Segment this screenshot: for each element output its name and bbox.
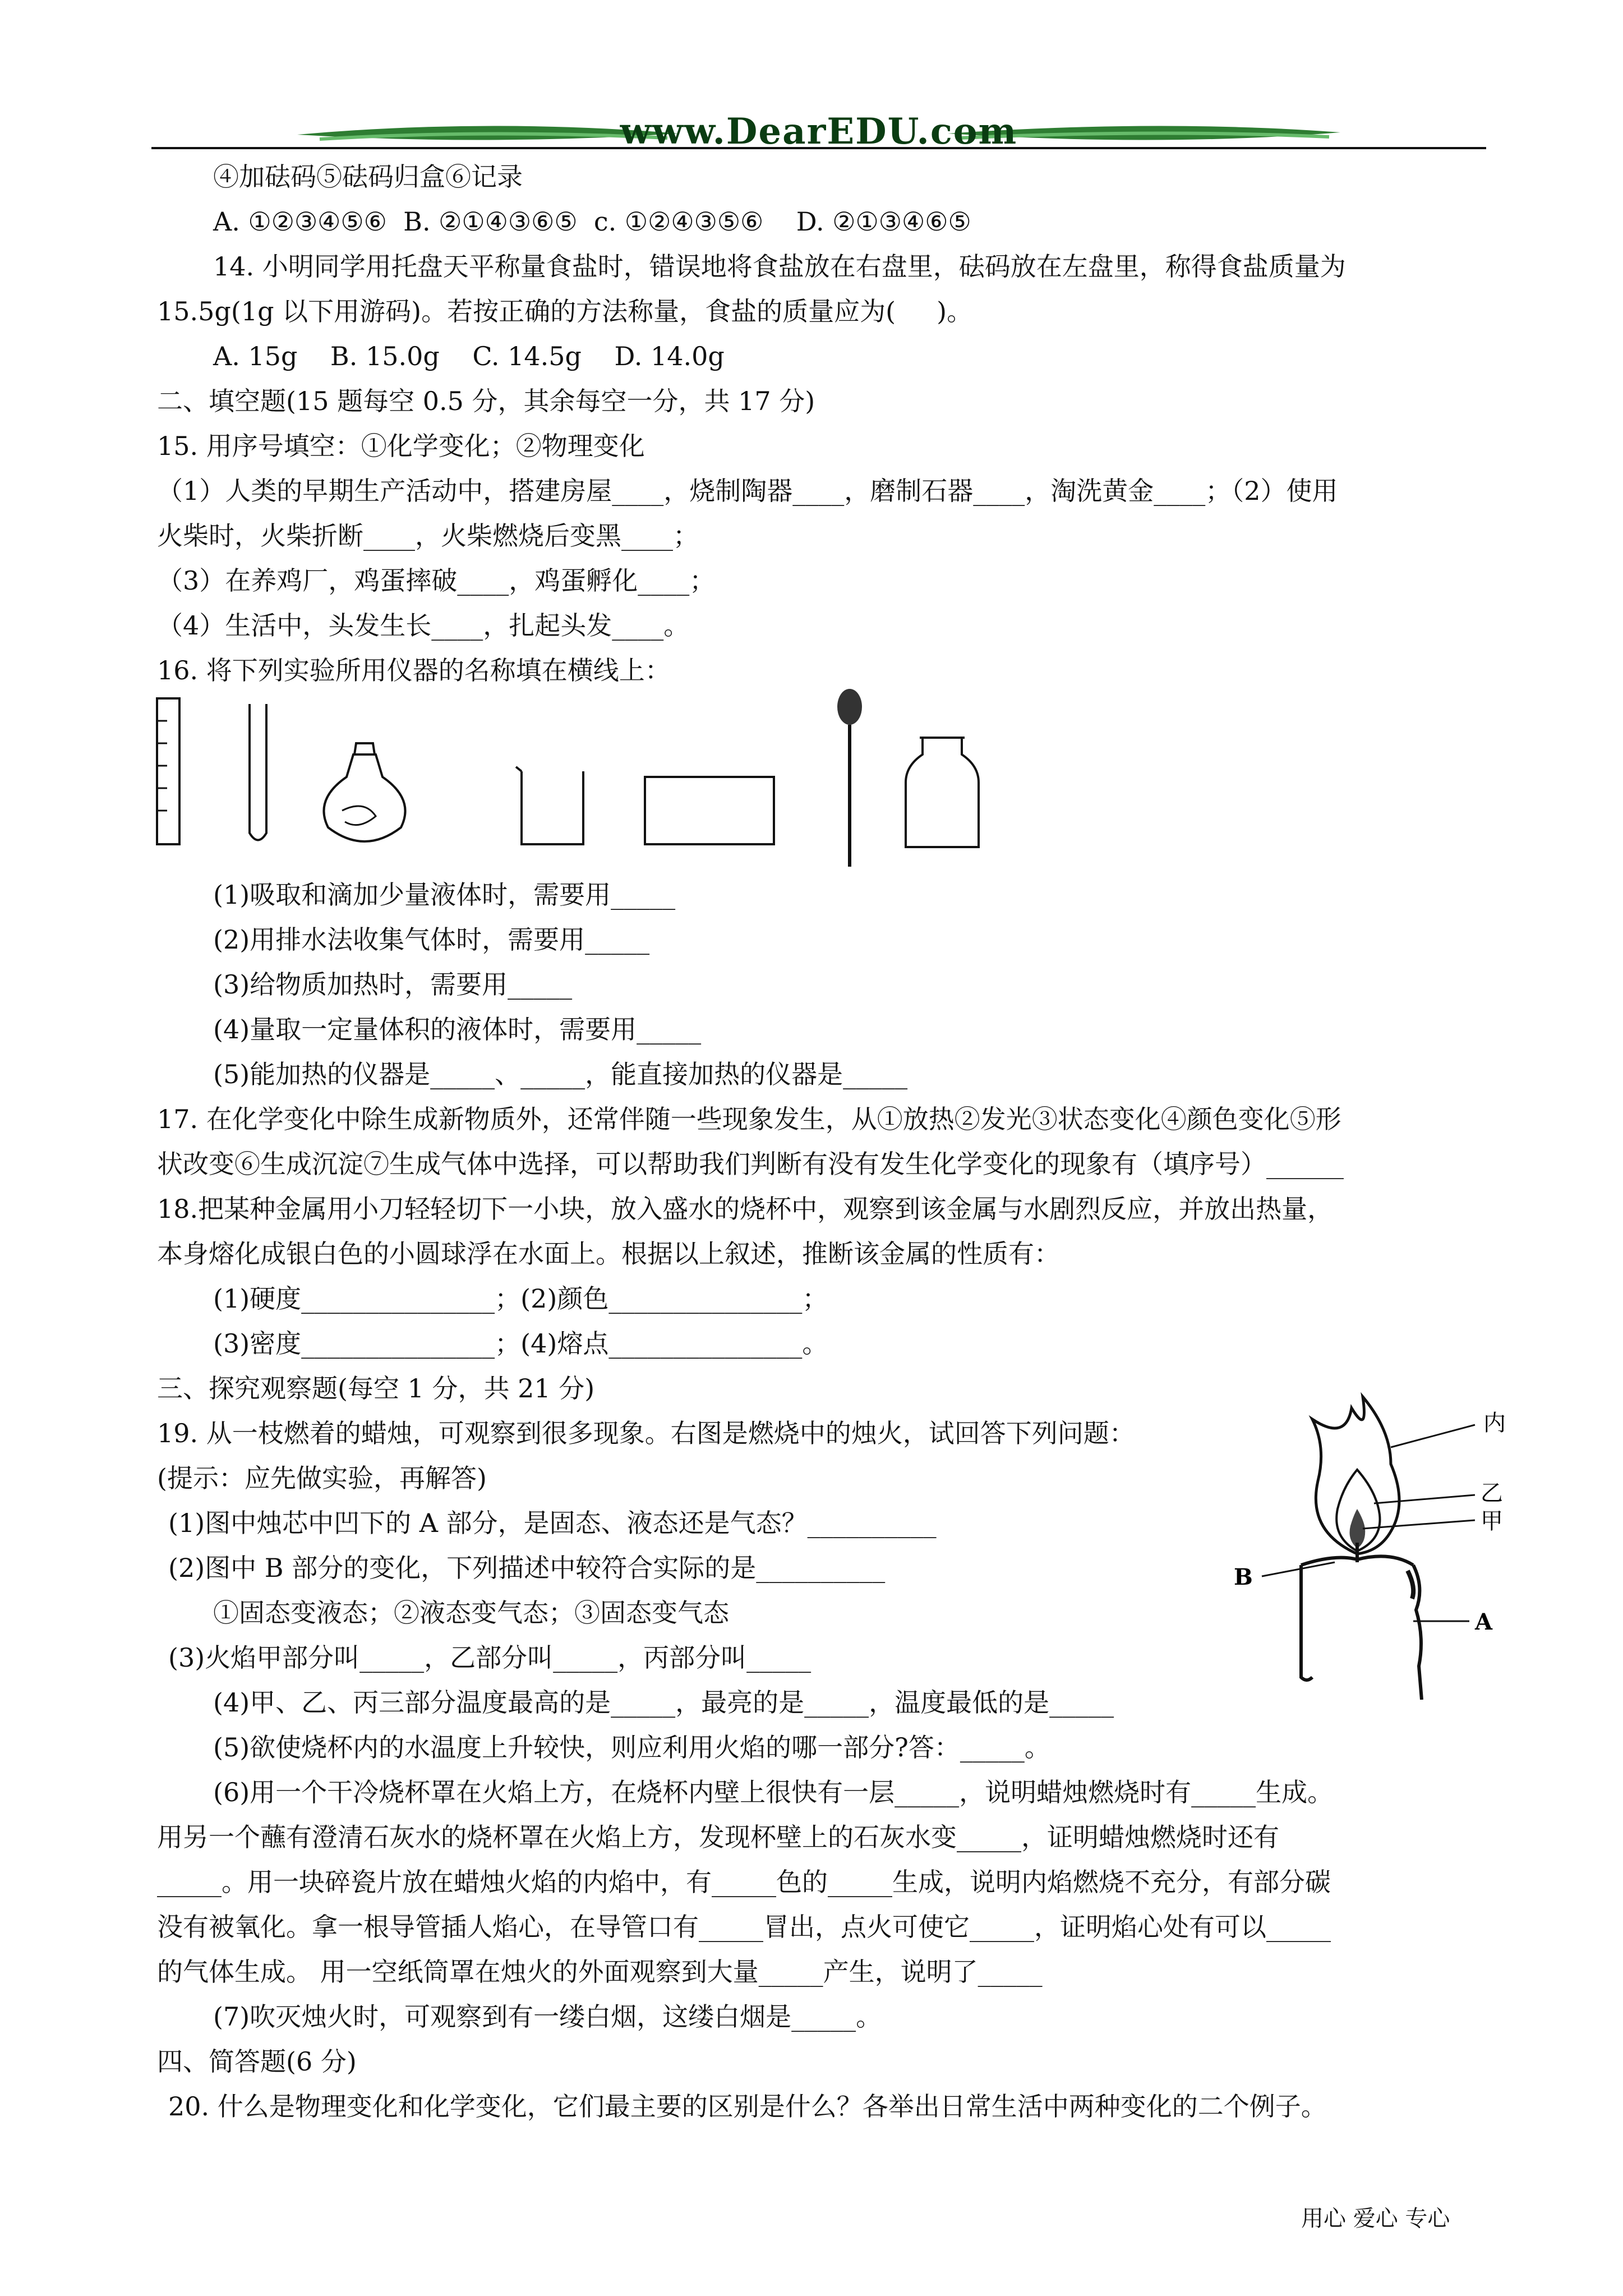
question-18: 18.把某种金属用小刀轻轻切下一小块，放入盛水的烧杯中，观察到该金属与水剧烈反应，并放出热量，: [157, 1194, 1334, 1224]
text-line: 火柴时，火柴折断____，火柴燃烧后变黑____；: [157, 521, 699, 551]
graduated-cylinder-icon: [157, 698, 179, 844]
candle-icon: [1262, 1397, 1475, 1700]
text-line: （4）生活中，头发生长____，扎起头发____。: [157, 610, 690, 641]
label-a: A: [1475, 1609, 1493, 1635]
page-footer: 用心 爱心 专心: [1301, 2206, 1450, 2231]
header-banner: [151, 107, 1486, 163]
text-line: A. 15g B. 15.0g C. 14.5g D. 14.0g: [213, 341, 725, 371]
text-line: ①固态变液态；②液态变气态；③固态变气态: [213, 1598, 729, 1628]
label-yi: 乙: [1481, 1480, 1503, 1506]
text-line: ④加砝码⑤砝码归盒⑥记录: [213, 162, 523, 192]
question-14: 14. 小明同学用托盘天平称量食盐时，错误地将食盐放在右盘里，砝码放在左盘里，称得食盐质量为: [213, 251, 1346, 282]
question-20: 20. 什么是物理变化和化学变化，它们最主要的区别是什么？各举出日常生活中两种变化的二个例子。: [168, 2091, 1327, 2122]
text-line: (1)硬度_______________；(2)颜色_______________；: [213, 1283, 828, 1314]
text-line: (5)能加热的仪器是_____、_____，能直接加热的仪器是_____: [213, 1059, 908, 1089]
text-line: (7)吹灭烛火时，可观察到有一缕白烟，这缕白烟是_____。: [213, 2001, 882, 2032]
dropper-icon: [837, 689, 862, 867]
label-b: B: [1234, 1564, 1253, 1590]
text-line: 的气体生成。 用一空纸筒罩在烛火的外面观察到大量_____产生，说明了_____: [157, 1957, 1043, 1987]
question-19: 19. 从一枝燃着的蜡烛，可观察到很多现象。右图是燃烧中的烛火，试回答下列问题：: [157, 1418, 1135, 1448]
text-line: (6)用一个干冷烧杯罩在火焰上方，在烧杯内壁上很快有一层_____，说明蜡烛燃烧时有_____生成。: [213, 1777, 1334, 1807]
text-line: 状改变⑥生成沉淀⑦生成气体中选择，可以帮助我们判断有没有发生化学变化的现象有（填序号）______: [157, 1149, 1344, 1179]
beaker-icon: [516, 767, 583, 844]
question-16: 16. 将下列实验所用仪器的名称填在横线上：: [157, 655, 671, 685]
text-line: (4)甲、乙、丙三部分温度最高的是_____，最亮的是_____，温度最低的是_____: [213, 1687, 1114, 1718]
text-line: (3)火焰甲部分叫_____，乙部分叫_____，丙部分叫_____: [168, 1642, 811, 1673]
text-line: (1)吸取和滴加少量液体时，需要用_____: [213, 880, 676, 910]
gas-bottle-icon: [906, 738, 979, 847]
label-inner: 内: [1483, 1410, 1506, 1436]
lab-instruments-figure: [151, 687, 993, 878]
candle-flame-figure: [1223, 1374, 1525, 1700]
section-heading: 四、简答题(6 分): [157, 2046, 357, 2077]
header-divider: [151, 147, 1486, 149]
text-line: 本身熔化成银白色的小圆球浮在水面上。根据以上叙述，推断该金属的性质有：: [157, 1239, 1060, 1269]
site-logo[interactable]: www.DearEDU.com: [620, 111, 1018, 153]
test-tube-icon: [250, 704, 266, 840]
text-line: 没有被氧化。拿一根导管插人焰心，在导管口有_____冒出，点火可使它_____，证明焰心处有可以_____: [157, 1912, 1331, 1942]
section-heading: 二、填空题(15 题每空 0.5 分，其余每空一分，共 17 分): [157, 386, 815, 416]
text-line: 15.5g(1g 以下用游码)。若按正确的方法称量，食盐的质量应为( )。: [157, 296, 973, 326]
section-heading: 三、探究观察题(每空 1 分，共 21 分): [157, 1373, 595, 1404]
text-line: _____。用一块碎瓷片放在蜡烛火焰的内焰中，有_____色的_____生成，说明内焰燃烧不充分，有部分碳: [157, 1867, 1331, 1897]
text-line: (2)图中 B 部分的变化，下列描述中较符合实际的是__________: [168, 1553, 886, 1583]
water-trough-icon: [645, 777, 774, 844]
alcohol-lamp-icon: [324, 743, 405, 841]
label-jia: 甲: [1481, 1508, 1503, 1534]
question-17: 17. 在化学变化中除生成新物质外，还常伴随一些现象发生，从①放热②发光③状态变化④颜色变化⑤形: [157, 1104, 1341, 1134]
text-line: (2)用排水法收集气体时，需要用_____: [213, 924, 650, 955]
text-line: (3)给物质加热时，需要用_____: [213, 969, 573, 1000]
text-line: (1)图中烛芯中凹下的 A 部分，是固态、液态还是气态？__________: [168, 1508, 937, 1538]
text-line: 用另一个蘸有澄清石灰水的烧杯罩在火焰上方，发现杯壁上的石灰水变_____，证明蜡烛燃烧时还有: [157, 1822, 1279, 1852]
text-line: (提示：应先做实验，再解答): [157, 1463, 487, 1493]
text-line: (5)欲使烧杯内的水温度上升较快，则应利用火焰的哪一部分?答：_____。: [213, 1732, 1050, 1763]
text-line: (3)密度_______________；(4)熔点_______________。: [213, 1328, 828, 1359]
text-line: （1）人类的早期生产活动中，搭建房屋____，烧制陶器____，磨制石器____，淘洗黄金____；（2）使用: [157, 476, 1338, 506]
text-line: (4)量取一定量体积的液体时，需要用_____: [213, 1014, 702, 1045]
question-15: 15. 用序号填空：①化学变化；②物理变化: [157, 431, 645, 461]
text-line: A. ①②③④⑤⑥ B. ②①④③⑥⑤ c. ①②④③⑤⑥ D. ②①③④⑥⑤: [213, 206, 971, 237]
text-line: （3）在养鸡厂，鸡蛋摔破____，鸡蛋孵化____；: [157, 565, 716, 596]
